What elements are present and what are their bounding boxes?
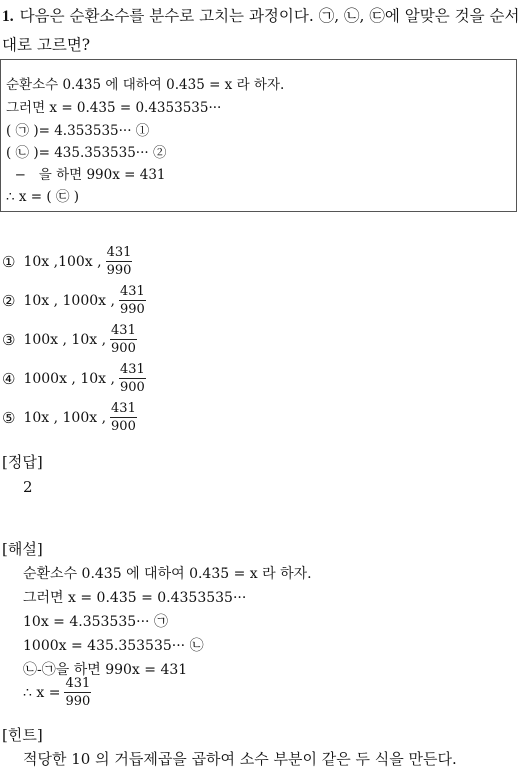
process-box xyxy=(0,59,517,212)
option-number: ② xyxy=(2,291,16,310)
fraction-denominator: 990 xyxy=(65,694,91,709)
option-text: 10x , 1000x , xyxy=(23,292,115,309)
option-text: 1000x , 10x , xyxy=(23,370,115,387)
fraction-numerator: 431 xyxy=(65,676,91,691)
fraction-numerator: 431 xyxy=(111,401,136,416)
fraction-numerator: 431 xyxy=(106,245,132,260)
option-3[interactable] xyxy=(2,323,137,356)
explanation-line-2: 그러면 x = 0.43̇5̇ = 0.4353535··· xyxy=(23,590,247,606)
option-fraction xyxy=(119,284,146,317)
answer-value: 2 xyxy=(23,478,33,496)
explanation-result: ∴ x = xyxy=(23,684,61,701)
box-line-1: 순환소수 0.43̇5̇ 에 대하여 0.43̇5̇ = x 라 하자. xyxy=(6,77,285,93)
option-5[interactable] xyxy=(2,401,137,434)
fraction-denominator: 900 xyxy=(111,419,136,434)
box-line-5: − 을 하면 990x = 431 xyxy=(6,167,166,183)
fraction-numerator: 431 xyxy=(119,362,145,377)
option-1[interactable] xyxy=(2,245,132,278)
explanation-line-1: 순환소수 0.43̇5̇ 에 대하여 0.43̇5̇ = x 라 하자. xyxy=(23,566,312,582)
explanation-line-5: ㉡-㉠을 하면 990x = 431 xyxy=(23,662,188,678)
box-line-6: ∴ x = ( ㉢ ) xyxy=(6,189,80,205)
option-2[interactable] xyxy=(2,284,146,317)
explanation-line-6 xyxy=(23,676,91,709)
box-line-4: ( ㉡ )= 435.353535··· ② xyxy=(6,145,167,161)
option-number: ③ xyxy=(2,330,16,349)
box-line-3: ( ㉠ )= 4.353535··· ① xyxy=(6,123,150,139)
box-line-2: 그러면 x = 0.43̇5̇ = 0.4353535··· xyxy=(6,100,222,116)
answer-label: [정답] xyxy=(2,453,43,471)
option-number: ① xyxy=(2,252,16,271)
option-fraction xyxy=(119,362,146,395)
fraction-denominator: 990 xyxy=(106,263,132,278)
option-number: ⑤ xyxy=(2,408,16,427)
hint-label: [힌트] xyxy=(2,726,43,744)
option-4[interactable] xyxy=(2,362,146,395)
fraction-numerator: 431 xyxy=(111,323,136,338)
option-fraction xyxy=(110,401,137,434)
option-text: 10x , 100x , xyxy=(23,409,107,426)
option-text: 10x ,100x , xyxy=(23,253,102,270)
option-fraction xyxy=(110,323,137,356)
explanation-label: [해설] xyxy=(2,540,43,558)
fraction-denominator: 900 xyxy=(119,380,145,395)
question-body: 다음은 순환소수를 분수로 고치는 과정이다. ㉠, ㉡, ㉢에 알맞은 것을 순서대로 고르면? xyxy=(2,7,520,54)
explanation-line-3: 10x = 4.353535··· ㉠ xyxy=(23,614,168,630)
fraction-numerator: 431 xyxy=(119,284,145,299)
fraction-denominator: 900 xyxy=(111,341,136,356)
explanation-fraction xyxy=(64,676,91,709)
question-text xyxy=(2,2,530,60)
explanation-line-4: 1000x = 435.353535··· ㉡ xyxy=(23,638,204,654)
hint-text: 적당한 10 의 거듭제곱을 곱하여 소수 부분이 같은 두 식을 만든다. xyxy=(23,750,457,768)
option-number: ④ xyxy=(2,369,16,388)
option-fraction xyxy=(106,245,133,278)
question-number: 1. xyxy=(2,8,14,25)
option-text: 100x , 10x , xyxy=(23,331,107,348)
fraction-denominator: 990 xyxy=(119,302,145,317)
